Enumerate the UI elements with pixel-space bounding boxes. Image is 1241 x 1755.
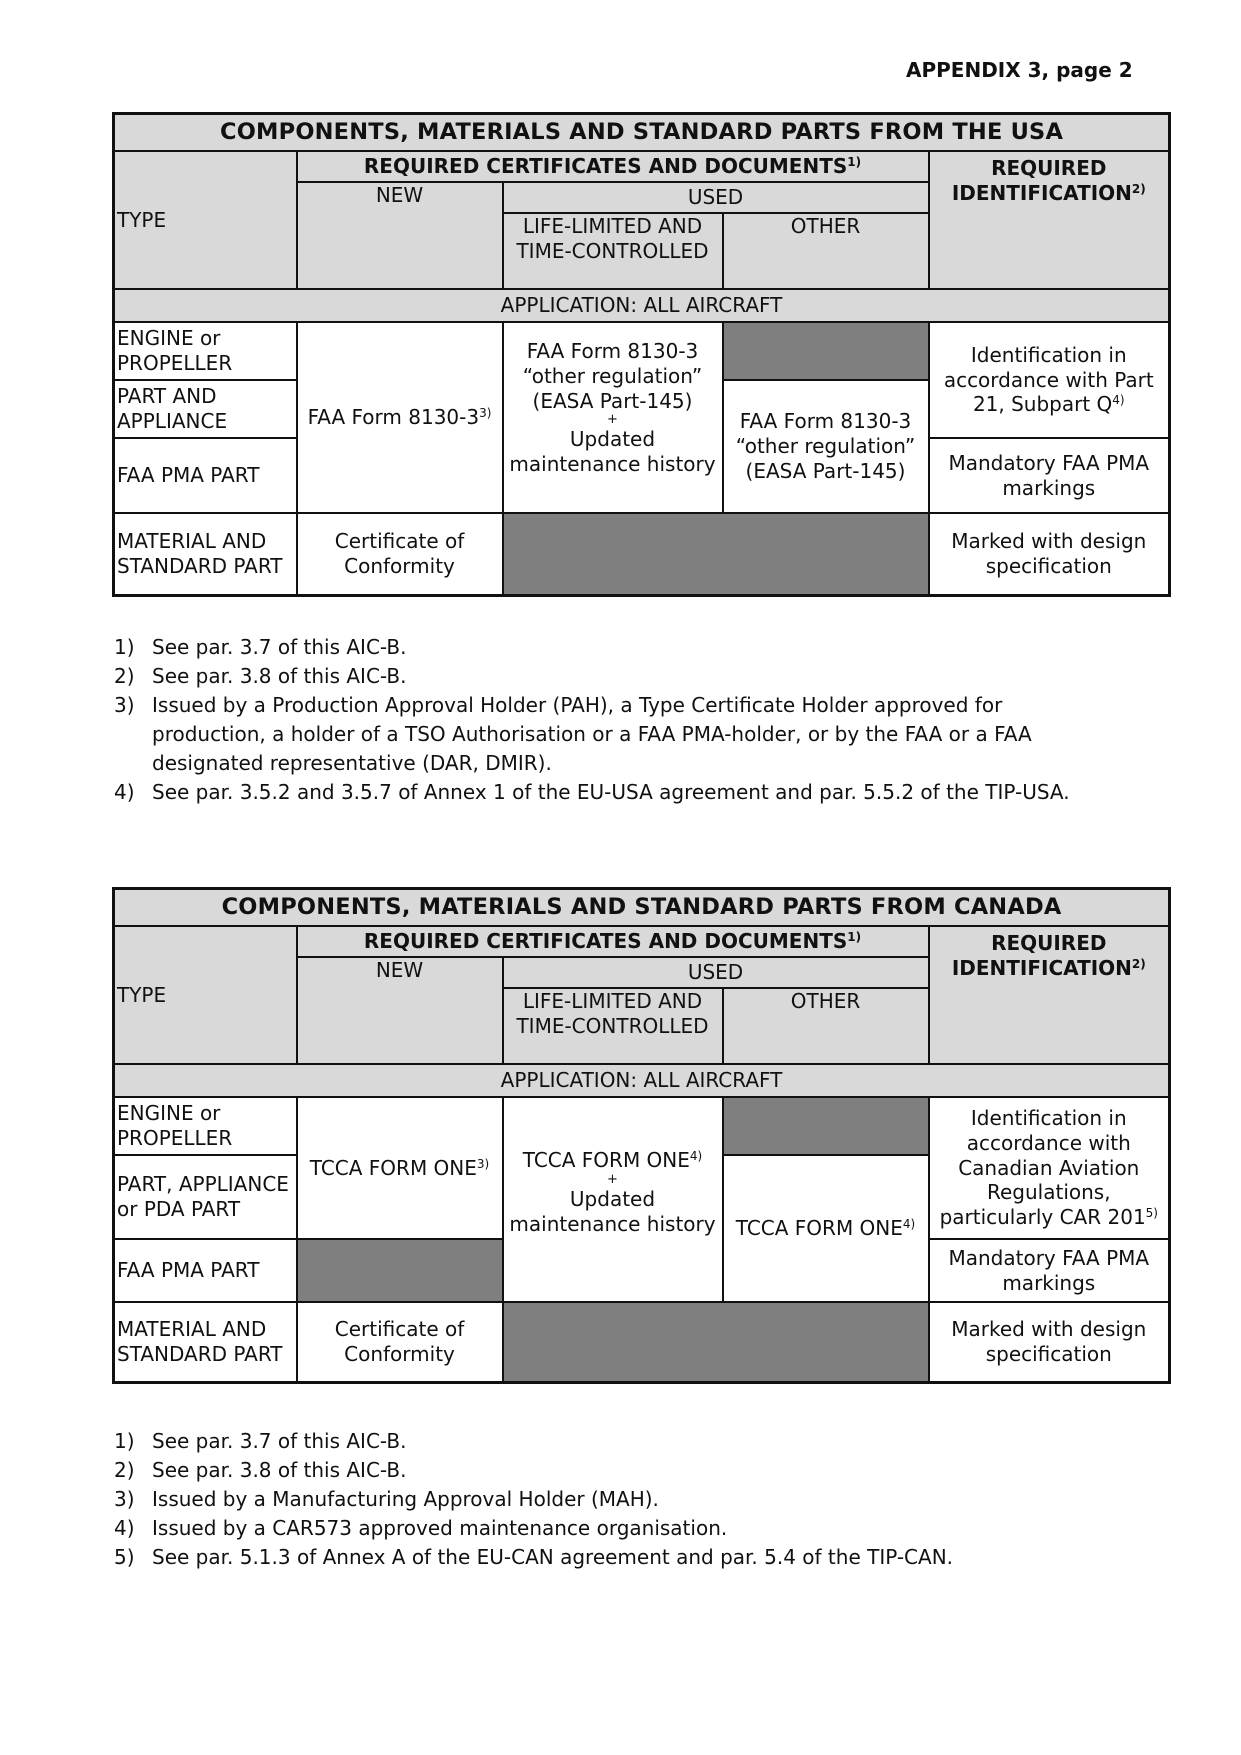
usa-col-type: TYPE [114, 151, 297, 289]
usa-requirements-table [112, 112, 1171, 597]
canada-col-new: NEW [297, 957, 503, 1064]
usa-col-new: NEW [297, 182, 503, 289]
footnote: 4) Issued by a CAR573 approved maintenance organisation. [114, 1516, 728, 1540]
usa-other-certificate: FAA Form 8130-3 “other regulation” (EASA Part-145) [723, 380, 929, 513]
canada-row-material: MATERIAL AND STANDARD PART [114, 1302, 297, 1382]
footnote: 2) See par. 3.8 of this AIC-B. [114, 1458, 407, 1482]
usa-new-certificate: FAA Form 8130-3$^{3)}$ [297, 322, 503, 513]
footnote: 3) Issued by a Production Approval Holder (PAH), a Type Certificate Holder approved for production, a holder of a TSO Authorisation or a FAA PMA-holder, or by the FAA or a FAA designated representative (DAR, DMIR). [114, 693, 1032, 775]
canada-id-engine-part: Identification in accordance with Canadian Aviation Regulations, particularly CAR 201$^{5)}$ [929, 1097, 1170, 1239]
footnote: 4) See par. 3.5.2 and 3.5.7 of Annex 1 of the EU-USA agreement and par. 5.5.2 of the TIP-USA. [114, 780, 1070, 804]
usa-row-material: MATERIAL AND STANDARD PART [114, 513, 297, 595]
canada-col-required-identification: REQUIRED IDENTIFICATION$^{2)}$ [929, 926, 1170, 1064]
canada-new-certificate: TCCA FORM ONE$^{3)}$ [297, 1097, 503, 1239]
canada-col-used: USED [503, 957, 929, 988]
canada-row-pma: FAA PMA PART [114, 1239, 297, 1302]
canada-col-type: TYPE [114, 926, 297, 1064]
canada-material-new: Certificate of Conformity [297, 1302, 503, 1382]
canada-id-pma: Mandatory FAA PMA markings [929, 1239, 1170, 1302]
canada-col-life-limited: LIFE-LIMITED AND TIME-CONTROLLED [503, 988, 723, 1064]
usa-row-pma: FAA PMA PART [114, 438, 297, 513]
usa-col-required-docs: REQUIRED CERTIFICATES AND DOCUMENTS$^{1)}$ [297, 151, 929, 182]
footnote: 2) See par. 3.8 of this AIC-B. [114, 664, 407, 688]
canada-other-engine-not-applicable [723, 1097, 929, 1155]
canada-other-certificate: TCCA FORM ONE$^{4)}$ [723, 1155, 929, 1302]
usa-material-id: Marked with design specification [929, 513, 1170, 595]
usa-material-used-not-applicable [503, 513, 929, 595]
canada-table-title: COMPONENTS, MATERIALS AND STANDARD PARTS FROM CANADA [114, 889, 1170, 927]
footnote: 1) See par. 3.7 of this AIC-B. [114, 635, 407, 659]
usa-col-used: USED [503, 182, 929, 213]
canada-material-id: Marked with design specification [929, 1302, 1170, 1382]
page-header-appendix: APPENDIX 3, page 2 [906, 58, 1133, 82]
usa-footnotes [114, 633, 1154, 807]
usa-life-limited-certificate: FAA Form 8130-3 “other regulation” (EASA Part-145) + Updated maintenance history [503, 322, 723, 513]
canada-application-row: APPLICATION: ALL AIRCRAFT [114, 1064, 1170, 1097]
canada-col-required-docs: REQUIRED CERTIFICATES AND DOCUMENTS$^{1)}$ [297, 926, 929, 957]
usa-id-engine-part: Identification in accordance with Part 21, Subpart $Q^{4)}$ [929, 322, 1170, 438]
usa-col-other: OTHER [723, 213, 929, 289]
usa-col-required-identification: REQUIRED IDENTIFICATION$^{2)}$ [929, 151, 1170, 289]
canada-footnotes [114, 1427, 1154, 1572]
canada-material-used-not-applicable [503, 1302, 929, 1382]
usa-application-row: APPLICATION: ALL AIRCRAFT [114, 289, 1170, 322]
canada-col-other: OTHER [723, 988, 929, 1064]
usa-row-engine: ENGINE or PROPELLER [114, 322, 297, 380]
usa-id-pma: Mandatory FAA PMA markings [929, 438, 1170, 513]
footnote: 1) See par. 3.7 of this AIC-B. [114, 1429, 407, 1453]
canada-row-part-appliance: PART, APPLIANCE or PDA PART [114, 1155, 297, 1239]
usa-other-engine-not-applicable [723, 322, 929, 380]
usa-col-life-limited: LIFE-LIMITED AND TIME-CONTROLLED [503, 213, 723, 289]
footnote: 5) See par. 5.1.3 of Annex A of the EU-CAN agreement and par. 5.4 of the TIP-CAN. [114, 1545, 954, 1569]
usa-table-title: COMPONENTS, MATERIALS AND STANDARD PARTS FROM THE USA [114, 114, 1170, 152]
usa-row-part-appliance: PART AND APPLIANCE [114, 380, 297, 438]
usa-material-new: Certificate of Conformity [297, 513, 503, 595]
canada-pma-new-not-applicable [297, 1239, 503, 1302]
canada-requirements-table [112, 887, 1171, 1384]
canada-row-engine: ENGINE or PROPELLER [114, 1097, 297, 1155]
canada-life-limited-certificate: TCCA FORM $ONE^{4)}$ + Updated maintenance history [503, 1097, 723, 1302]
footnote: 3) Issued by a Manufacturing Approval Holder (MAH). [114, 1487, 659, 1511]
